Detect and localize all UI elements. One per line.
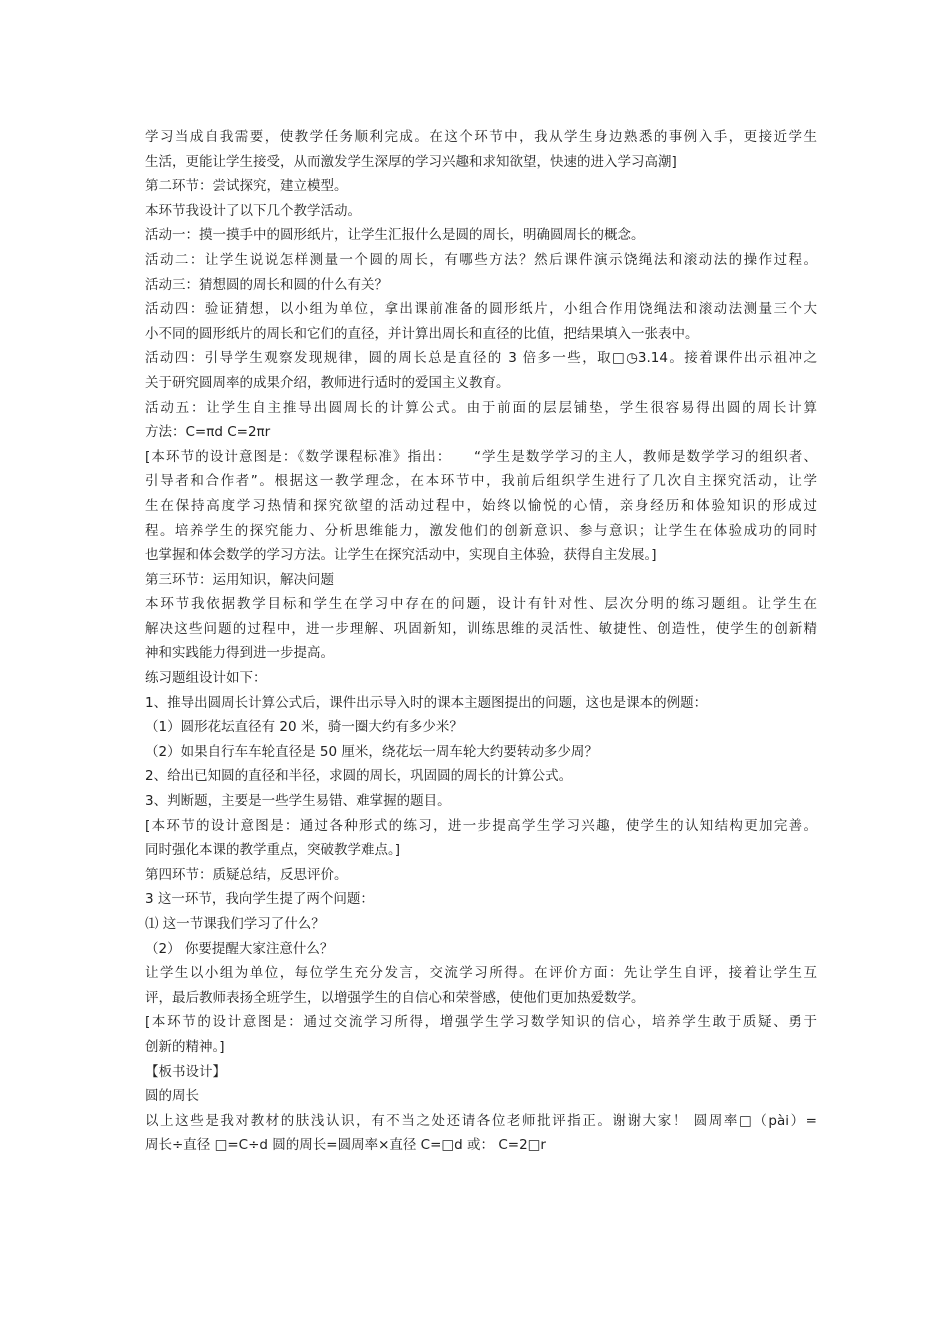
text-line: [本环节的设计意图是：《数学课程标准》指出： “学生是数学学习的主人，教师是数学学习的组织者、 bbox=[145, 448, 817, 465]
text-line: 活动四：引导学生观察发现规律，圆的周长总是直径的 3 倍多一些，取□◷3.14。接着课件出示祖冲之 bbox=[145, 350, 817, 367]
text-line: 3 这一环节，我向学生提了两个问题： bbox=[145, 891, 374, 908]
section-heading: 【板书设计】 bbox=[145, 1063, 226, 1080]
text-line: 1、推导出圆周长计算公式后，课件出示导入时的课本主题图提出的问题，这也是课本的例题： bbox=[145, 694, 708, 711]
section-heading: 第四环节：质疑总结，反思评价。 bbox=[145, 866, 348, 883]
text-line: 活动四：验证猜想，以小组为单位，拿出课前准备的圆形纸片，小组合作用饶绳法和滚动法测量三个大 bbox=[145, 301, 817, 318]
text-line: 让学生以小组为单位，每位学生充分发言，交流学习所得。在评价方面：先让学生自评，接着让学生互 bbox=[145, 965, 817, 982]
text-line: 神和实践能力得到进一步提高。 bbox=[145, 645, 334, 662]
text-line: 本环节我依据教学目标和学生在学习中存在的问题，设计有针对性、层次分明的练习题组。让学生在 bbox=[145, 596, 817, 613]
text-line: 生活，更能让学生接受，从而激发学生深厚的学习兴趣和求知欲望，快速的进入学习高潮] bbox=[145, 153, 677, 170]
text-line: 关于研究圆周率的成果介绍，教师进行适时的爱国主义教育。 bbox=[145, 374, 510, 391]
text-line: 小不同的圆形纸片的周长和它们的直径，并计算出周长和直径的比值，把结果填入一张表中。 bbox=[145, 325, 699, 342]
text-line: 以上这些是我对教材的肤浅认识，有不当之处还请各位老师批评指正。谢谢大家！ 圆周率□（pài）= bbox=[145, 1112, 817, 1129]
text-line: 活动一：摸一摸手中的圆形纸片，让学生汇报什么是圆的周长，明确圆周长的概念。 bbox=[145, 227, 645, 244]
text-line: 2、给出已知圆的直径和半径，求圆的周长，巩固圆的周长的计算公式。 bbox=[145, 768, 573, 785]
text-line: 圆的周长 bbox=[145, 1088, 199, 1105]
text-line: 3、判断题，主要是一些学生易错、难掌握的题目。 bbox=[145, 793, 451, 810]
text-line: 程。培养学生的探究能力、分析思维能力，激发他们的创新意识、参与意识；让学生在体验成功的同时 bbox=[145, 522, 817, 539]
document-body bbox=[145, 125, 817, 1158]
text-line: 也掌握和体会数学的学习方法。让学生在探究活动中，实现自主体验，获得自主发展。] bbox=[145, 547, 657, 564]
text-line: [本环节的设计意图是：通过交流学习所得，增强学生学习数学知识的信心，培养学生敢于质疑、勇于 bbox=[145, 1014, 817, 1031]
text-line: 活动三：猜想圆的周长和圆的什么有关？ bbox=[145, 276, 388, 293]
text-line: 评，最后教师表扬全班学生，以增强学生的自信心和荣誉感，使他们更加热爱数学。 bbox=[145, 989, 645, 1006]
text-line: 本环节我设计了以下几个教学活动。 bbox=[145, 202, 361, 219]
text-line: 练习题组设计如下： bbox=[145, 670, 267, 687]
text-line: 同时强化本课的教学重点，突破教学难点。] bbox=[145, 842, 401, 859]
text-line: （2） 你要提醒大家注意什么？ bbox=[145, 940, 334, 957]
text-line: 引导者和合作者”。根据这一教学理念，在本环节中，我前后组织学生进行了几次自主探究活动，让学 bbox=[145, 473, 817, 490]
section-heading: 第三环节：运用知识，解决问题 bbox=[145, 571, 334, 588]
text-line: （1）圆形花坛直径有 20 米，骑一圈大约有多少米？ bbox=[145, 719, 463, 736]
text-line: （2）如果自行车车轮直径是 50 厘米，绕花坛一周车轮大约要转动多少周？ bbox=[145, 743, 598, 760]
text-line: 活动五：让学生自主推导出圆周长的计算公式。由于前面的层层铺垫，学生很容易得出圆的周长计算 bbox=[145, 399, 817, 416]
text-line: [本环节的设计意图是：通过各种形式的练习，进一步提高学生学习兴趣，使学生的认知结构更加完善。 bbox=[145, 817, 817, 834]
text-line: 创新的精神。] bbox=[145, 1038, 225, 1055]
text-line: ⑴ 这一节课我们学习了什么？ bbox=[145, 916, 325, 932]
text-line: 学习当成自我需要，使教学任务顺利完成。在这个环节中，我从学生身边熟悉的事例入手，更接近学生 bbox=[145, 129, 817, 145]
text-line: 解决这些问题的过程中，进一步理解、巩固新知，训练思维的灵活性、敏捷性、创造性，使学生的创新精 bbox=[145, 620, 817, 637]
text-line: 方法：C=πd C=2πr bbox=[145, 424, 271, 441]
text-line: 周长÷直径 □=C÷d 圆的周长=圆周率×直径 C=□d 或： C=2□r bbox=[145, 1137, 546, 1154]
text-line: 活动二：让学生说说怎样测量一个圆的周长，有哪些方法？然后课件演示饶绳法和滚动法的操作过程。 bbox=[145, 251, 817, 268]
section-heading: 第二环节：尝试探究，建立模型。 bbox=[145, 178, 348, 195]
text-line: 生在保持高度学习热情和探究欲望的活动过程中，始终以愉悦的心情，亲身经历和体验知识的形成过 bbox=[145, 497, 817, 514]
